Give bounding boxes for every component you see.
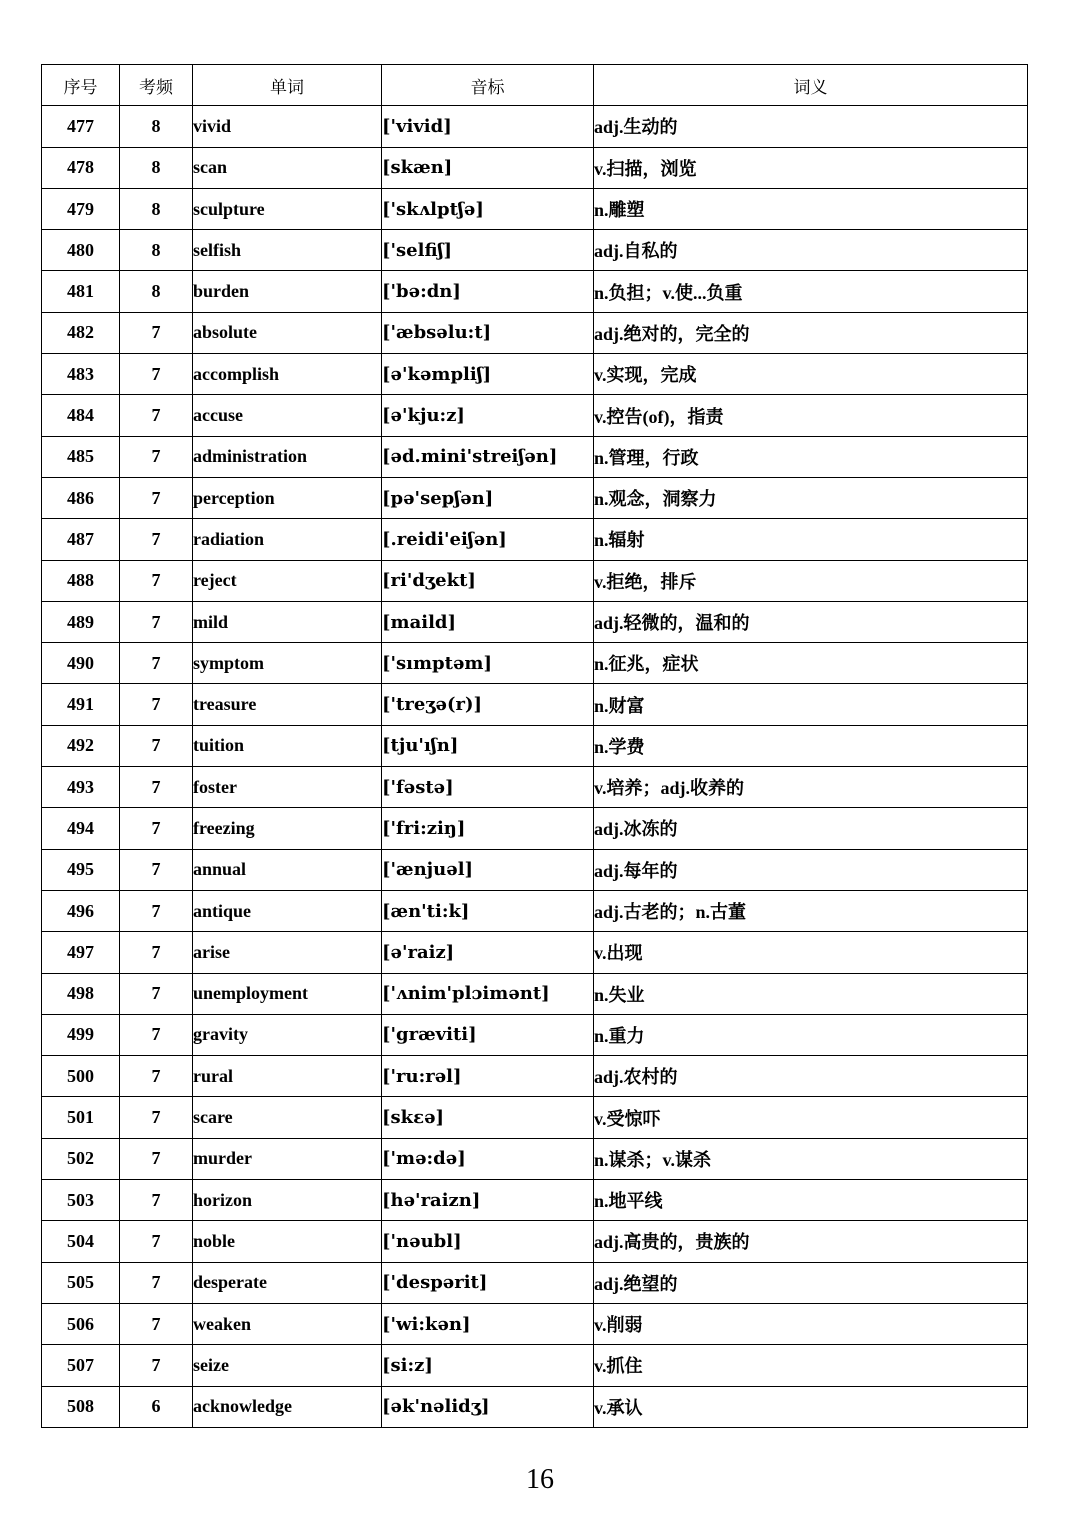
cell-word: gravity — [193, 1014, 382, 1055]
table-row — [42, 147, 1028, 188]
cell-frequency: 7 — [120, 354, 193, 395]
cell-phonetic: ['treʒə(r)] — [382, 684, 594, 725]
table-row — [42, 1014, 1028, 1055]
cell-serial-number: 498 — [42, 973, 120, 1014]
cell-serial-number: 497 — [42, 932, 120, 973]
cell-frequency: 7 — [120, 1056, 193, 1097]
cell-phonetic: [ri'dʒekt] — [382, 560, 594, 601]
cell-serial-number: 495 — [42, 849, 120, 890]
cell-frequency: 7 — [120, 643, 193, 684]
cell-frequency: 7 — [120, 312, 193, 353]
table-row — [42, 436, 1028, 477]
table-row — [42, 519, 1028, 560]
cell-phonetic: ['ænjuəl] — [382, 849, 594, 890]
cell-frequency: 7 — [120, 849, 193, 890]
cell-frequency: 7 — [120, 973, 193, 1014]
table-row — [42, 1386, 1028, 1427]
cell-phonetic: ['despərit] — [382, 1262, 594, 1303]
header-frequency: 考频 — [120, 65, 193, 106]
cell-frequency: 7 — [120, 1180, 193, 1221]
cell-frequency: 7 — [120, 808, 193, 849]
cell-frequency: 7 — [120, 890, 193, 931]
cell-phonetic: ['mə:də] — [382, 1138, 594, 1179]
table-row — [42, 1097, 1028, 1138]
cell-frequency: 7 — [120, 1221, 193, 1262]
cell-serial-number: 483 — [42, 354, 120, 395]
cell-meaning: adj.每年的 — [594, 849, 1028, 890]
cell-phonetic: [skɛə] — [382, 1097, 594, 1138]
table-row — [42, 1303, 1028, 1344]
cell-phonetic: [əd.mini'streiʃən] — [382, 436, 594, 477]
header-serial-number: 序号 — [42, 65, 120, 106]
cell-phonetic: ['sımptəm] — [382, 643, 594, 684]
cell-word: tuition — [193, 725, 382, 766]
cell-meaning: n.失业 — [594, 973, 1028, 1014]
cell-serial-number: 507 — [42, 1345, 120, 1386]
table-row — [42, 808, 1028, 849]
cell-serial-number: 494 — [42, 808, 120, 849]
cell-meaning: adj.自私的 — [594, 230, 1028, 271]
cell-frequency: 7 — [120, 601, 193, 642]
cell-frequency: 7 — [120, 1138, 193, 1179]
table-row — [42, 188, 1028, 229]
cell-phonetic: [tju'ıʃn] — [382, 725, 594, 766]
cell-frequency: 7 — [120, 1262, 193, 1303]
cell-frequency: 8 — [120, 188, 193, 229]
cell-serial-number: 492 — [42, 725, 120, 766]
cell-meaning: v.拒绝，排斥 — [594, 560, 1028, 601]
table-row — [42, 643, 1028, 684]
cell-word: vivid — [193, 106, 382, 147]
cell-serial-number: 477 — [42, 106, 120, 147]
cell-word: accuse — [193, 395, 382, 436]
cell-meaning: adj.绝望的 — [594, 1262, 1028, 1303]
table-row — [42, 767, 1028, 808]
cell-word: horizon — [193, 1180, 382, 1221]
cell-serial-number: 496 — [42, 890, 120, 931]
cell-meaning: v.控告(of)，指责 — [594, 395, 1028, 436]
cell-frequency: 7 — [120, 395, 193, 436]
cell-word: absolute — [193, 312, 382, 353]
cell-serial-number: 485 — [42, 436, 120, 477]
cell-word: burden — [193, 271, 382, 312]
cell-phonetic: ['ru:rəl] — [382, 1056, 594, 1097]
cell-phonetic: ['fəstə] — [382, 767, 594, 808]
table-row — [42, 1180, 1028, 1221]
cell-serial-number: 481 — [42, 271, 120, 312]
cell-phonetic: [maild] — [382, 601, 594, 642]
cell-serial-number: 491 — [42, 684, 120, 725]
cell-word: seize — [193, 1345, 382, 1386]
cell-meaning: v.扫描，浏览 — [594, 147, 1028, 188]
cell-serial-number: 478 — [42, 147, 120, 188]
cell-meaning: adj.高贵的，贵族的 — [594, 1221, 1028, 1262]
cell-phonetic: ['græviti] — [382, 1014, 594, 1055]
cell-word: treasure — [193, 684, 382, 725]
table-row — [42, 932, 1028, 973]
cell-phonetic: ['fri:ziŋ] — [382, 808, 594, 849]
cell-meaning: n.观念，洞察力 — [594, 477, 1028, 518]
cell-phonetic: [ə'kju:z] — [382, 395, 594, 436]
cell-phonetic: ['vivid] — [382, 106, 594, 147]
cell-meaning: v.抓住 — [594, 1345, 1028, 1386]
cell-frequency: 7 — [120, 1345, 193, 1386]
cell-phonetic: [ək'nəlidʒ] — [382, 1386, 594, 1427]
cell-phonetic: ['bə:dn] — [382, 271, 594, 312]
table-row — [42, 271, 1028, 312]
cell-phonetic: ['selfiʃ] — [382, 230, 594, 271]
cell-meaning: v.出现 — [594, 932, 1028, 973]
cell-serial-number: 490 — [42, 643, 120, 684]
cell-phonetic: [skæn] — [382, 147, 594, 188]
table-header-row — [42, 65, 1028, 106]
cell-phonetic: [hə'raizn] — [382, 1180, 594, 1221]
table-row — [42, 1221, 1028, 1262]
cell-meaning: v.削弱 — [594, 1303, 1028, 1344]
cell-serial-number: 480 — [42, 230, 120, 271]
cell-word: annual — [193, 849, 382, 890]
cell-meaning: n.雕塑 — [594, 188, 1028, 229]
cell-frequency: 7 — [120, 436, 193, 477]
cell-frequency: 7 — [120, 519, 193, 560]
cell-meaning: n.财富 — [594, 684, 1028, 725]
cell-serial-number: 500 — [42, 1056, 120, 1097]
cell-frequency: 7 — [120, 560, 193, 601]
cell-phonetic: ['nəubl] — [382, 1221, 594, 1262]
table-row — [42, 725, 1028, 766]
cell-word: mild — [193, 601, 382, 642]
cell-word: sculpture — [193, 188, 382, 229]
cell-word: desperate — [193, 1262, 382, 1303]
cell-word: reject — [193, 560, 382, 601]
cell-serial-number: 506 — [42, 1303, 120, 1344]
cell-frequency: 7 — [120, 725, 193, 766]
cell-meaning: adj.生动的 — [594, 106, 1028, 147]
table-row — [42, 601, 1028, 642]
header-word: 单词 — [193, 65, 382, 106]
table-row — [42, 395, 1028, 436]
cell-phonetic: [æn'ti:k] — [382, 890, 594, 931]
cell-meaning: adj.绝对的，完全的 — [594, 312, 1028, 353]
cell-meaning: adj.农村的 — [594, 1056, 1028, 1097]
cell-meaning: n.征兆，症状 — [594, 643, 1028, 684]
cell-word: noble — [193, 1221, 382, 1262]
table-row — [42, 1262, 1028, 1303]
cell-phonetic: ['skʌlptʃə] — [382, 188, 594, 229]
cell-phonetic: [si:z] — [382, 1345, 594, 1386]
cell-meaning: n.学费 — [594, 725, 1028, 766]
cell-frequency: 8 — [120, 106, 193, 147]
cell-serial-number: 484 — [42, 395, 120, 436]
cell-serial-number: 489 — [42, 601, 120, 642]
cell-meaning: adj.古老的；n.古董 — [594, 890, 1028, 931]
cell-frequency: 7 — [120, 477, 193, 518]
cell-meaning: v.实现，完成 — [594, 354, 1028, 395]
table-row — [42, 1056, 1028, 1097]
cell-meaning: n.管理，行政 — [594, 436, 1028, 477]
page-number: 16 — [526, 1464, 554, 1495]
table-row — [42, 684, 1028, 725]
table-row — [42, 354, 1028, 395]
cell-serial-number: 486 — [42, 477, 120, 518]
table-row — [42, 849, 1028, 890]
cell-frequency: 7 — [120, 1014, 193, 1055]
cell-phonetic: ['ʌnim'plɔimənt] — [382, 973, 594, 1014]
cell-word: perception — [193, 477, 382, 518]
cell-serial-number: 479 — [42, 188, 120, 229]
cell-frequency: 8 — [120, 230, 193, 271]
cell-word: radiation — [193, 519, 382, 560]
cell-phonetic: [.reidi'eiʃən] — [382, 519, 594, 560]
cell-word: accomplish — [193, 354, 382, 395]
cell-frequency: 6 — [120, 1386, 193, 1427]
table-row — [42, 1345, 1028, 1386]
cell-frequency: 7 — [120, 767, 193, 808]
table-row — [42, 230, 1028, 271]
cell-word: scan — [193, 147, 382, 188]
cell-phonetic: [pə'sepʃən] — [382, 477, 594, 518]
cell-serial-number: 487 — [42, 519, 120, 560]
header-meaning: 词义 — [594, 65, 1028, 106]
cell-meaning: n.辐射 — [594, 519, 1028, 560]
cell-word: arise — [193, 932, 382, 973]
table-row — [42, 973, 1028, 1014]
table-row — [42, 890, 1028, 931]
cell-phonetic: [ə'kəmpliʃ] — [382, 354, 594, 395]
cell-serial-number: 493 — [42, 767, 120, 808]
cell-phonetic: [ə'raiz] — [382, 932, 594, 973]
cell-meaning: n.地平线 — [594, 1180, 1028, 1221]
cell-meaning: v.培养；adj.收养的 — [594, 767, 1028, 808]
cell-word: weaken — [193, 1303, 382, 1344]
cell-frequency: 7 — [120, 1303, 193, 1344]
table-row — [42, 477, 1028, 518]
cell-meaning: n.负担；v.使...负重 — [594, 271, 1028, 312]
cell-phonetic: ['æbsəlu:t] — [382, 312, 594, 353]
cell-frequency: 7 — [120, 684, 193, 725]
cell-word: unemployment — [193, 973, 382, 1014]
cell-serial-number: 502 — [42, 1138, 120, 1179]
cell-word: symptom — [193, 643, 382, 684]
vocabulary-table — [41, 64, 1028, 1428]
cell-frequency: 7 — [120, 932, 193, 973]
cell-serial-number: 503 — [42, 1180, 120, 1221]
table-row — [42, 312, 1028, 353]
cell-word: acknowledge — [193, 1386, 382, 1427]
table-row — [42, 560, 1028, 601]
cell-meaning: n.重力 — [594, 1014, 1028, 1055]
cell-meaning: adj.轻微的，温和的 — [594, 601, 1028, 642]
cell-meaning: v.受惊吓 — [594, 1097, 1028, 1138]
table-row — [42, 106, 1028, 147]
cell-word: scare — [193, 1097, 382, 1138]
cell-frequency: 8 — [120, 271, 193, 312]
cell-serial-number: 488 — [42, 560, 120, 601]
cell-serial-number: 504 — [42, 1221, 120, 1262]
cell-phonetic: ['wi:kən] — [382, 1303, 594, 1344]
cell-word: foster — [193, 767, 382, 808]
table-body — [42, 106, 1028, 1428]
cell-meaning: adj.冰冻的 — [594, 808, 1028, 849]
cell-word: freezing — [193, 808, 382, 849]
cell-serial-number: 501 — [42, 1097, 120, 1138]
cell-word: administration — [193, 436, 382, 477]
cell-meaning: n.谋杀；v.谋杀 — [594, 1138, 1028, 1179]
cell-serial-number: 508 — [42, 1386, 120, 1427]
cell-serial-number: 505 — [42, 1262, 120, 1303]
cell-word: antique — [193, 890, 382, 931]
cell-serial-number: 482 — [42, 312, 120, 353]
cell-meaning: v.承认 — [594, 1386, 1028, 1427]
cell-frequency: 8 — [120, 147, 193, 188]
cell-frequency: 7 — [120, 1097, 193, 1138]
cell-serial-number: 499 — [42, 1014, 120, 1055]
header-phonetic: 音标 — [382, 65, 594, 106]
cell-word: rural — [193, 1056, 382, 1097]
cell-word: murder — [193, 1138, 382, 1179]
cell-word: selfish — [193, 230, 382, 271]
table-row — [42, 1138, 1028, 1179]
